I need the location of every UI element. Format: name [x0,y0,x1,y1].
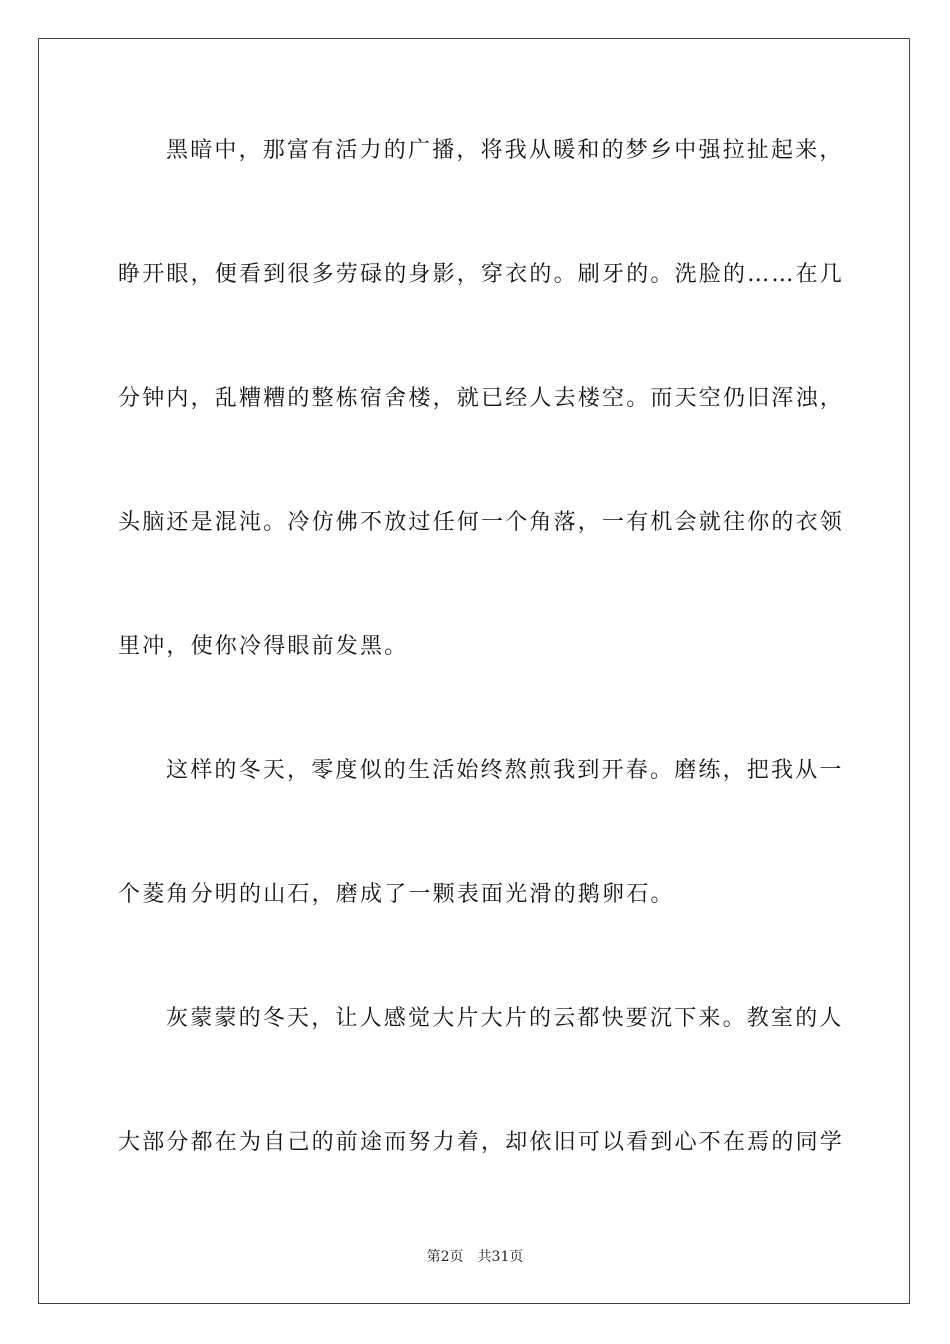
page-total: 共31页 [477,1249,524,1265]
paragraph-1-line-5: 里冲，使你冷得眼前发黑。 [118,634,409,659]
paragraph-1-line-2: 睁开眼，便看到很多劳碌的身影，穿衣的。刷牙的。洗脸的……在几 [118,262,845,287]
page-footer [0,1248,950,1266]
page-number: 第2页 [426,1249,464,1265]
paragraph-1-line-3: 分钟内，乱糟糟的整栋宿舍楼，就已经人去楼空。而天空仍旧浑浊， [118,386,845,411]
page-border [38,38,910,1304]
paragraph-3-line-1: 灰蒙蒙的冬天，让人感觉大片大片的云都快要沉下来。教室的人 [166,1006,844,1031]
paragraph-3-line-2: 大部分都在为自己的前途而努力着，却依旧可以看到心不在焉的同学 [118,1130,845,1155]
paragraph-2-line-2: 个菱角分明的山石，磨成了一颗表面光滑的鹅卵石。 [118,882,675,907]
paragraph-2-line-1: 这样的冬天，零度似的生活始终熬煎我到开春。磨练，把我从一 [166,758,844,783]
paragraph-1-line-4: 头脑还是混沌。冷仿佛不放过任何一个角落，一有机会就往你的衣领 [118,510,845,535]
paragraph-1-line-1: 黑暗中，那富有活力的广播，将我从暖和的梦乡中强拉扯起来， [166,138,844,163]
